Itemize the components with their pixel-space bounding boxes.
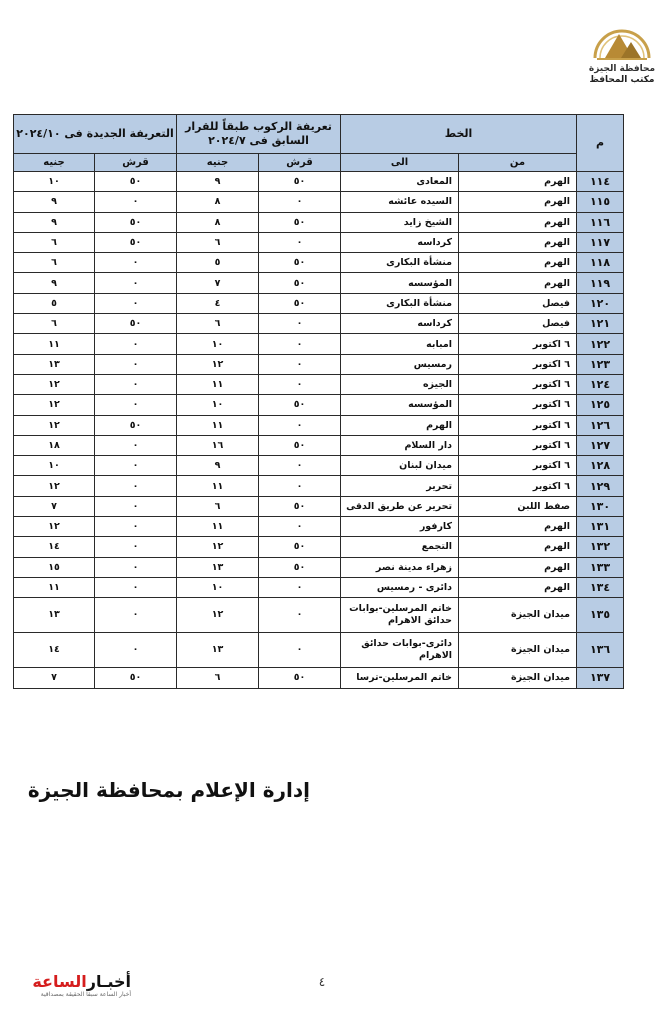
row-prev-pound: ١٢ bbox=[177, 354, 259, 374]
table-row bbox=[14, 598, 624, 633]
page-number: ٤ bbox=[318, 975, 326, 989]
row-number: ١٣٠ bbox=[577, 496, 624, 516]
row-from: الهرم bbox=[459, 172, 577, 192]
header-num: م bbox=[577, 115, 624, 172]
row-to: ميدان لبنان bbox=[341, 456, 459, 476]
row-prev-pound: ٦ bbox=[177, 496, 259, 516]
row-prev-qirsh: ٠ bbox=[259, 314, 341, 334]
row-new-pound: ١١ bbox=[14, 577, 95, 597]
table-row bbox=[14, 334, 624, 354]
table-row bbox=[14, 557, 624, 577]
row-to: كرداسه bbox=[341, 314, 459, 334]
row-new-qirsh: ٥٠ bbox=[95, 668, 177, 688]
row-new-qirsh: ٠ bbox=[95, 192, 177, 212]
row-to: التجمع bbox=[341, 537, 459, 557]
row-from: الهرم bbox=[459, 557, 577, 577]
logo-line-governorate: محافظة الجيزة bbox=[588, 64, 656, 74]
row-new-qirsh: ٠ bbox=[95, 354, 177, 374]
row-to: رمسيس bbox=[341, 354, 459, 374]
row-number: ١٢٦ bbox=[577, 415, 624, 435]
row-new-pound: ١٤ bbox=[14, 633, 95, 668]
row-prev-qirsh: ٥٠ bbox=[259, 253, 341, 273]
row-new-pound: ١٤ bbox=[14, 537, 95, 557]
row-from: ٦ اكتوبر bbox=[459, 334, 577, 354]
row-number: ١٢٥ bbox=[577, 395, 624, 415]
row-new-pound: ١٢ bbox=[14, 476, 95, 496]
row-prev-pound: ٩ bbox=[177, 172, 259, 192]
row-prev-pound: ١٣ bbox=[177, 633, 259, 668]
row-new-qirsh: ٠ bbox=[95, 577, 177, 597]
row-new-pound: ٦ bbox=[14, 232, 95, 252]
row-number: ١٢٤ bbox=[577, 374, 624, 394]
row-prev-pound: ٨ bbox=[177, 192, 259, 212]
row-to: الجيزه bbox=[341, 374, 459, 394]
row-to: تحرير bbox=[341, 476, 459, 496]
row-new-qirsh: ٠ bbox=[95, 395, 177, 415]
row-from: ميدان الجيزة bbox=[459, 598, 577, 633]
row-prev-qirsh: ٠ bbox=[259, 415, 341, 435]
row-new-pound: ٧ bbox=[14, 668, 95, 688]
row-number: ١٢٧ bbox=[577, 435, 624, 455]
row-to: المؤسسه bbox=[341, 395, 459, 415]
row-new-pound: ٦ bbox=[14, 253, 95, 273]
table-row bbox=[14, 232, 624, 252]
row-prev-qirsh: ٥٠ bbox=[259, 273, 341, 293]
table-row bbox=[14, 456, 624, 476]
row-to: زهراء مدينة نصر bbox=[341, 557, 459, 577]
news-brand-logo bbox=[26, 973, 131, 999]
header-new-pound: جنيه bbox=[14, 154, 95, 172]
header-from: من bbox=[459, 154, 577, 172]
brand-tagline: أخبار الساعة سبقاً الحقيقة بمصداقية bbox=[40, 991, 131, 998]
row-number: ١٢١ bbox=[577, 314, 624, 334]
row-prev-qirsh: ٥٠ bbox=[259, 212, 341, 232]
table-row bbox=[14, 273, 624, 293]
row-new-pound: ٥ bbox=[14, 293, 95, 313]
row-to: تحرير عن طريق الدقى bbox=[341, 496, 459, 516]
row-new-pound: ١٠ bbox=[14, 456, 95, 476]
row-number: ١٣١ bbox=[577, 517, 624, 537]
header-to: الى bbox=[341, 154, 459, 172]
row-from: ٦ اكتوبر bbox=[459, 395, 577, 415]
row-to: المؤسسه bbox=[341, 273, 459, 293]
row-new-pound: ١٢ bbox=[14, 395, 95, 415]
row-to: دار السلام bbox=[341, 435, 459, 455]
row-prev-qirsh: ٠ bbox=[259, 517, 341, 537]
row-new-pound: ١٣ bbox=[14, 598, 95, 633]
row-number: ١١٧ bbox=[577, 232, 624, 252]
header-new-qirsh: قرش bbox=[95, 154, 177, 172]
row-from: الهرم bbox=[459, 253, 577, 273]
table-row bbox=[14, 354, 624, 374]
row-new-qirsh: ٠ bbox=[95, 517, 177, 537]
pyramids-seal-icon bbox=[591, 18, 653, 64]
row-prev-pound: ٥ bbox=[177, 253, 259, 273]
header-prev-qirsh: قرش bbox=[259, 154, 341, 172]
row-from: الهرم bbox=[459, 273, 577, 293]
table-row bbox=[14, 374, 624, 394]
row-new-qirsh: ٠ bbox=[95, 496, 177, 516]
row-new-qirsh: ٥٠ bbox=[95, 415, 177, 435]
row-new-pound: ٩ bbox=[14, 273, 95, 293]
table-row bbox=[14, 668, 624, 688]
row-new-qirsh: ٥٠ bbox=[95, 212, 177, 232]
row-prev-pound: ٦ bbox=[177, 232, 259, 252]
header-new-fare: التعريفة الجديدة فى ٢٠٢٤/١٠ bbox=[14, 115, 177, 154]
table-row bbox=[14, 395, 624, 415]
row-new-pound: ٧ bbox=[14, 496, 95, 516]
row-new-pound: ١٢ bbox=[14, 415, 95, 435]
row-number: ١١٤ bbox=[577, 172, 624, 192]
row-new-pound: ٩ bbox=[14, 212, 95, 232]
row-prev-pound: ١٠ bbox=[177, 577, 259, 597]
header-prev-pound: جنيه bbox=[177, 154, 259, 172]
row-from: الهرم bbox=[459, 537, 577, 557]
row-number: ١١٦ bbox=[577, 212, 624, 232]
row-prev-qirsh: ٥٠ bbox=[259, 537, 341, 557]
table-row bbox=[14, 192, 624, 212]
row-new-qirsh: ٠ bbox=[95, 476, 177, 496]
row-to: السيده عائشه bbox=[341, 192, 459, 212]
row-new-pound: ١٥ bbox=[14, 557, 95, 577]
row-new-qirsh: ٠ bbox=[95, 456, 177, 476]
row-number: ١١٥ bbox=[577, 192, 624, 212]
row-new-qirsh: ٥٠ bbox=[95, 314, 177, 334]
row-prev-qirsh: ٠ bbox=[259, 577, 341, 597]
fare-table bbox=[13, 114, 624, 689]
row-to: دائرى - رمسيس bbox=[341, 577, 459, 597]
row-number: ١٣٧ bbox=[577, 668, 624, 688]
row-to: المعادى bbox=[341, 172, 459, 192]
row-to: الشيخ زايد bbox=[341, 212, 459, 232]
table-row bbox=[14, 476, 624, 496]
row-to: كرداسه bbox=[341, 232, 459, 252]
row-number: ١٣٦ bbox=[577, 633, 624, 668]
row-from: ميدان الجيزة bbox=[459, 668, 577, 688]
table-row bbox=[14, 253, 624, 273]
row-number: ١١٩ bbox=[577, 273, 624, 293]
table-row bbox=[14, 435, 624, 455]
table-row bbox=[14, 415, 624, 435]
table-row bbox=[14, 293, 624, 313]
brand-word-news: أخبـار bbox=[86, 972, 131, 991]
table-row bbox=[14, 496, 624, 516]
row-prev-pound: ٦ bbox=[177, 668, 259, 688]
row-prev-qirsh: ٠ bbox=[259, 334, 341, 354]
row-to: كارفور bbox=[341, 517, 459, 537]
row-prev-pound: ٧ bbox=[177, 273, 259, 293]
table-row bbox=[14, 212, 624, 232]
table-row bbox=[14, 577, 624, 597]
fare-table-body bbox=[14, 172, 624, 689]
row-number: ١٢٢ bbox=[577, 334, 624, 354]
row-to: خاتم المرسلين-ترسا bbox=[341, 668, 459, 688]
table-row bbox=[14, 633, 624, 668]
row-number: ١٢٩ bbox=[577, 476, 624, 496]
row-from: الهرم bbox=[459, 212, 577, 232]
table-row bbox=[14, 517, 624, 537]
row-number: ١٣٢ bbox=[577, 537, 624, 557]
row-from: صفط اللبن bbox=[459, 496, 577, 516]
row-from: الهرم bbox=[459, 577, 577, 597]
row-number: ١٢٨ bbox=[577, 456, 624, 476]
row-prev-qirsh: ٥٠ bbox=[259, 496, 341, 516]
row-from: الهرم bbox=[459, 192, 577, 212]
row-new-qirsh: ٠ bbox=[95, 293, 177, 313]
row-number: ١٣٤ bbox=[577, 577, 624, 597]
header-route: الخط bbox=[341, 115, 577, 154]
row-prev-qirsh: ٥٠ bbox=[259, 668, 341, 688]
row-prev-qirsh: ٠ bbox=[259, 232, 341, 252]
row-to: منشأة البكارى bbox=[341, 253, 459, 273]
row-new-qirsh: ٠ bbox=[95, 253, 177, 273]
row-prev-qirsh: ٠ bbox=[259, 476, 341, 496]
row-number: ١٣٥ bbox=[577, 598, 624, 633]
row-to: الهرم bbox=[341, 415, 459, 435]
row-number: ١٢٣ bbox=[577, 354, 624, 374]
row-prev-qirsh: ٠ bbox=[259, 633, 341, 668]
row-number: ١٣٣ bbox=[577, 557, 624, 577]
row-new-pound: ٩ bbox=[14, 192, 95, 212]
row-prev-pound: ٦ bbox=[177, 314, 259, 334]
department-title: إدارة الإعلام بمحافظة الجيزة bbox=[27, 778, 310, 802]
row-prev-pound: ٤ bbox=[177, 293, 259, 313]
row-prev-pound: ١٦ bbox=[177, 435, 259, 455]
row-from: ٦ اكتوبر bbox=[459, 456, 577, 476]
row-from: الهرم bbox=[459, 517, 577, 537]
row-new-qirsh: ٠ bbox=[95, 598, 177, 633]
row-prev-qirsh: ٠ bbox=[259, 354, 341, 374]
row-new-qirsh: ٠ bbox=[95, 633, 177, 668]
row-from: فيصل bbox=[459, 293, 577, 313]
row-from: الهرم bbox=[459, 232, 577, 252]
row-from: ٦ اكتوبر bbox=[459, 476, 577, 496]
row-from: ٦ اكتوبر bbox=[459, 435, 577, 455]
row-prev-pound: ١٢ bbox=[177, 537, 259, 557]
row-new-pound: ١٠ bbox=[14, 172, 95, 192]
row-prev-pound: ٩ bbox=[177, 456, 259, 476]
row-prev-pound: ١٠ bbox=[177, 334, 259, 354]
row-prev-pound: ١٢ bbox=[177, 598, 259, 633]
row-new-qirsh: ٠ bbox=[95, 435, 177, 455]
row-from: ٦ اكتوبر bbox=[459, 415, 577, 435]
row-prev-pound: ١١ bbox=[177, 415, 259, 435]
row-new-qirsh: ٥٠ bbox=[95, 172, 177, 192]
row-prev-qirsh: ٠ bbox=[259, 192, 341, 212]
row-prev-qirsh: ٥٠ bbox=[259, 557, 341, 577]
row-new-pound: ١١ bbox=[14, 334, 95, 354]
row-new-qirsh: ٠ bbox=[95, 374, 177, 394]
row-to: دائرى-بوابات حدائق الاهرام bbox=[341, 633, 459, 668]
row-new-qirsh: ٠ bbox=[95, 537, 177, 557]
row-number: ١١٨ bbox=[577, 253, 624, 273]
table-row bbox=[14, 172, 624, 192]
row-new-pound: ١٢ bbox=[14, 517, 95, 537]
governorate-logo bbox=[586, 18, 658, 92]
row-from: ٦ اكتوبر bbox=[459, 374, 577, 394]
row-new-pound: ٦ bbox=[14, 314, 95, 334]
row-to: امبابه bbox=[341, 334, 459, 354]
row-to: منشأة البكارى bbox=[341, 293, 459, 313]
row-from: ٦ اكتوبر bbox=[459, 354, 577, 374]
table-row bbox=[14, 314, 624, 334]
row-prev-pound: ١١ bbox=[177, 374, 259, 394]
row-prev-pound: ١١ bbox=[177, 476, 259, 496]
row-new-qirsh: ٥٠ bbox=[95, 232, 177, 252]
row-prev-qirsh: ٠ bbox=[259, 456, 341, 476]
row-prev-pound: ٨ bbox=[177, 212, 259, 232]
table-row bbox=[14, 537, 624, 557]
row-new-pound: ١٢ bbox=[14, 374, 95, 394]
row-prev-pound: ١١ bbox=[177, 517, 259, 537]
row-prev-qirsh: ٥٠ bbox=[259, 293, 341, 313]
row-prev-qirsh: ٠ bbox=[259, 374, 341, 394]
row-prev-pound: ١٠ bbox=[177, 395, 259, 415]
brand-word-hour: الساعة bbox=[32, 972, 87, 991]
row-from: فيصل bbox=[459, 314, 577, 334]
logo-line-office: مكتب المحافظ bbox=[589, 75, 655, 85]
row-prev-qirsh: ٥٠ bbox=[259, 435, 341, 455]
row-new-pound: ١٨ bbox=[14, 435, 95, 455]
row-new-qirsh: ٠ bbox=[95, 334, 177, 354]
row-prev-pound: ١٣ bbox=[177, 557, 259, 577]
row-new-qirsh: ٠ bbox=[95, 273, 177, 293]
row-from: ميدان الجيزة bbox=[459, 633, 577, 668]
header-prev-fare: تعريفة الركوب طبقاً للقرار السابق فى ٢٠٢٤/٧ bbox=[177, 115, 341, 154]
row-to: خاتم المرسلين-بوابات حدائق الاهرام bbox=[341, 598, 459, 633]
row-prev-qirsh: ٥٠ bbox=[259, 172, 341, 192]
row-new-pound: ١٣ bbox=[14, 354, 95, 374]
row-prev-qirsh: ٥٠ bbox=[259, 395, 341, 415]
row-prev-qirsh: ٠ bbox=[259, 598, 341, 633]
row-new-qirsh: ٠ bbox=[95, 557, 177, 577]
row-number: ١٢٠ bbox=[577, 293, 624, 313]
